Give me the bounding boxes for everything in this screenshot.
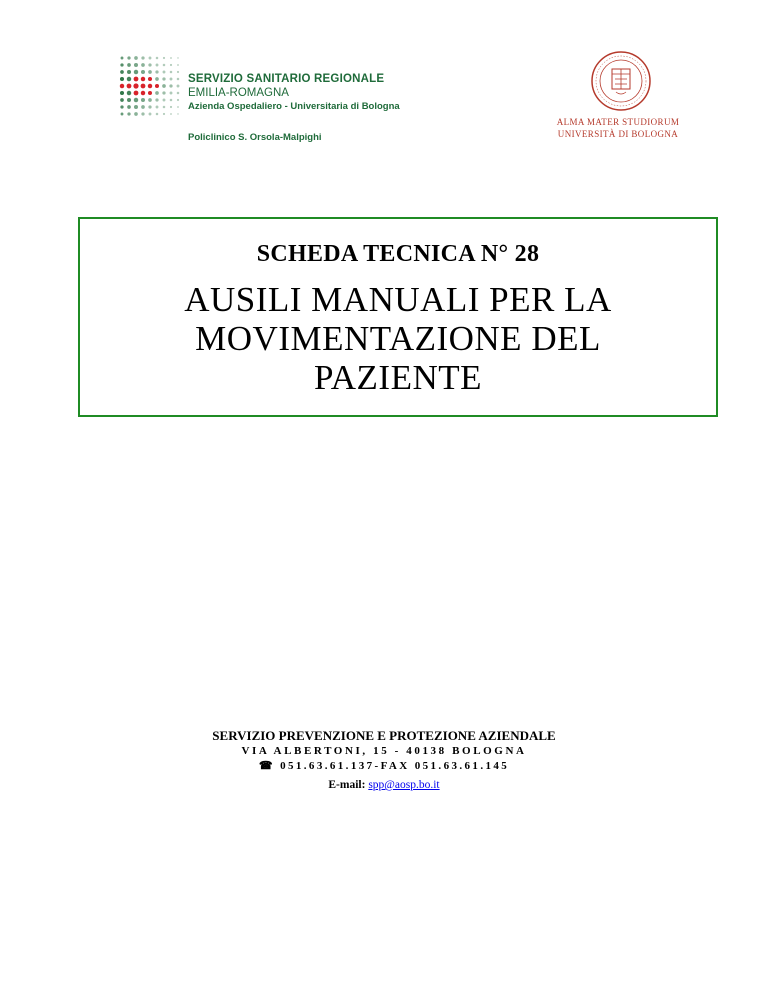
logo-dot: [127, 70, 131, 74]
logo-dot: [120, 91, 124, 95]
logo-dot: [149, 113, 152, 116]
logo-dot: [148, 63, 151, 66]
logo-dot: [127, 105, 131, 109]
logo-dot: [156, 113, 159, 116]
telephone-icon: ☎: [258, 760, 275, 772]
logo-dot: [120, 77, 124, 81]
logo-dot: [120, 70, 124, 74]
title-line-3: PAZIENTE: [314, 358, 482, 397]
logo-dot: [134, 98, 138, 102]
university-seal-icon: [590, 50, 652, 112]
logo-dot: [163, 106, 166, 109]
logo-dot: [127, 98, 131, 102]
logo-dot: [127, 63, 131, 67]
logo-dot: [141, 84, 146, 89]
logo-dot: [134, 91, 139, 96]
logo-dot: [155, 98, 158, 101]
logo-dot: [162, 91, 165, 94]
logo-dot: [163, 64, 166, 67]
logo-dot: [163, 57, 165, 59]
unibo-logo-text: [548, 116, 688, 140]
logo-dot: [141, 70, 145, 74]
policlinico-label: Policlinico S. Orsola-Malpighi: [188, 132, 322, 143]
logo-dot: [177, 71, 179, 73]
logo-dot: [141, 91, 145, 95]
service-name: SERVIZIO PREVENZIONE E PROTEZIONE AZIENDALE: [212, 728, 556, 743]
email-label: E-mail:: [328, 779, 366, 791]
title-box: [78, 217, 718, 417]
logo-dot: [148, 91, 152, 95]
logo-dot: [141, 63, 145, 67]
logo-dot: [141, 112, 144, 115]
logo-dot: [148, 84, 152, 88]
dot-grid-logo-icon: [118, 54, 180, 118]
logo-dot: [170, 64, 172, 66]
logo-dot: [141, 77, 145, 81]
title-line-2: MOVIMENTAZIONE DEL: [195, 319, 601, 358]
document-title: [80, 280, 716, 397]
email-line: [0, 776, 768, 794]
logo-dot: [134, 63, 138, 67]
logo-dot: [177, 92, 180, 95]
footer: [0, 728, 768, 794]
logo-dot: [134, 112, 138, 116]
logo-dot: [133, 83, 138, 88]
logo-dot: [170, 106, 172, 108]
logo-dot: [149, 57, 152, 60]
logo-dot: [177, 99, 179, 101]
scheda-number: SCHEDA TECNICA N° 28: [256, 241, 540, 267]
logo-dot: [134, 77, 139, 82]
ssr-line3: Azienda Ospedaliero - Universitaria di Bologna: [188, 101, 400, 112]
logo-dot: [162, 77, 165, 80]
logo-dot: [121, 113, 124, 116]
logo-dot: [177, 64, 179, 66]
logo-dot: [127, 77, 131, 81]
logo-dot: [170, 71, 173, 74]
ssr-logo-text: [188, 72, 400, 114]
logo-dot: [156, 106, 159, 109]
logo-dot: [127, 112, 130, 115]
logo-dot: [170, 99, 173, 102]
logo-dot: [155, 70, 158, 73]
logo-dot: [170, 92, 173, 95]
email-link[interactable]: spp@aosp.bo.it: [368, 779, 440, 791]
logo-dot: [170, 113, 172, 115]
logo-dot: [177, 113, 178, 114]
logo-dot: [120, 98, 124, 102]
logo-dot: [148, 105, 151, 108]
logo-dot: [163, 99, 166, 102]
logo-dot: [121, 57, 124, 60]
logo-dot: [134, 70, 138, 74]
title-line-1: AUSILI MANUALI PER LA: [184, 280, 612, 319]
unibo-line2: UNIVERSITÀ DI BOLOGNA: [557, 129, 679, 139]
ssr-line1: SERVIZIO SANITARIO REGIONALE: [188, 73, 385, 85]
phone-fax: 051.63.61.137-FAX 051.63.61.145: [280, 760, 510, 772]
logo-dot: [177, 57, 178, 58]
logo-dot: [177, 85, 180, 88]
unibo-logo: [548, 50, 688, 150]
address: VIA ALBERTONI, 15 - 40138 BOLOGNA: [241, 745, 527, 757]
ssr-logo: [118, 54, 418, 149]
logo-dot: [162, 84, 166, 88]
phone-line: [0, 759, 768, 774]
logo-dot: [127, 84, 132, 89]
logo-dot: [148, 98, 152, 102]
logo-dot: [120, 63, 123, 66]
logo-dot: [134, 56, 138, 60]
logo-dot: [177, 78, 180, 81]
logo-dot: [155, 84, 159, 88]
logo-dot: [141, 105, 145, 109]
logo-dot: [177, 106, 179, 108]
logo-dot: [141, 98, 145, 102]
logo-dot: [141, 56, 144, 59]
logo-dot: [169, 84, 172, 87]
logo-dot: [127, 91, 131, 95]
logo-dot: [170, 78, 173, 81]
ssr-line2: EMILIA-ROMAGNA: [188, 87, 289, 99]
logo-dot: [155, 77, 159, 81]
logo-dot: [156, 64, 159, 67]
logo-dot: [155, 91, 159, 95]
logo-dot: [148, 70, 152, 74]
logo-dot: [120, 105, 123, 108]
logo-dot: [120, 84, 124, 88]
logo-dot: [148, 77, 152, 81]
logo-dot: [170, 57, 172, 59]
logo-dot: [127, 56, 130, 59]
logo-dot: [134, 105, 138, 109]
logo-dot: [163, 71, 166, 74]
logo-dot: [156, 57, 159, 60]
unibo-line1: ALMA MATER STUDIORUM: [556, 117, 680, 127]
logo-dot: [163, 113, 165, 115]
